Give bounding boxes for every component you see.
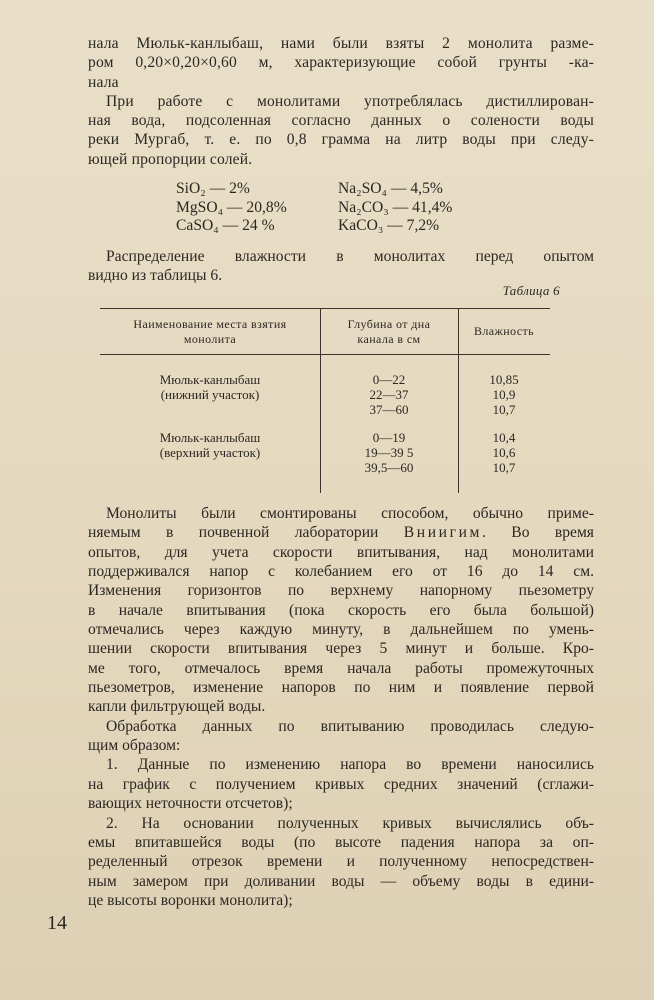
moisture-cell (458, 430, 550, 475)
header-depth (320, 317, 458, 347)
header-place (100, 317, 320, 347)
intro-paragraph (88, 34, 594, 169)
text-line: 2. На основании полученных кривых вычислялись объ- (106, 814, 594, 832)
text-line: При работе с монолитами употреблялась дистиллирован- (106, 92, 594, 110)
place-text: (верхний участок) (159, 445, 261, 460)
text-line: нала (88, 73, 119, 91)
table-rule (100, 354, 550, 355)
moisture-value: 10,7 (492, 460, 516, 475)
salt-left: CaSO₄ — 24 % (176, 217, 275, 235)
table-caption: Таблица 6 (502, 283, 560, 298)
text-line: в начале впитывания (пока скорость его была большой) (88, 601, 594, 619)
salt-row (176, 217, 476, 236)
methods-paragraph (88, 504, 594, 910)
salt-right: KaCO₃ — 7,2% (338, 217, 440, 235)
text-line: ределенный отрезок времени и полученному непосредствен- (88, 853, 594, 871)
text-line: емы впитавшейся воды (по высоте падения напора за оп- (88, 833, 594, 851)
depth-cell (320, 372, 458, 417)
depth-value: 39,5—60 (364, 460, 414, 475)
text-line: ющей пропорции солей. (88, 150, 253, 168)
text-line: видно из таблицы 6. (88, 267, 223, 285)
text-line: ным замером при доливании воды — объему воды в едини- (88, 872, 594, 890)
place-text: Мюльк-канлыбаш (159, 372, 261, 387)
text-line: шении скорости впитывания через 5 минут и больше. Кро- (88, 640, 594, 658)
depth-value: 19—39 5 (364, 445, 414, 460)
text-line: ме того, отмечалось время начала работы промежуточных (88, 659, 594, 677)
text-line: на график с получением кривых средних значений (сглажи- (88, 775, 594, 793)
header-text: Глубина от дна (347, 317, 431, 331)
text-line: Распределение влажности в монолитах перед опытом (106, 248, 594, 265)
moisture-value: 10,4 (492, 430, 516, 445)
text-line: це высоты воронки монолита); (88, 891, 293, 909)
salt-right: Na₂CO₃ — 41,4% (338, 198, 453, 216)
depth-cell (320, 430, 458, 475)
header-moisture: Влажность (474, 324, 534, 338)
text-line: опытов, для учета скорости впитывания, над монолитами (88, 543, 594, 561)
salt-proportions (176, 180, 476, 236)
text-line: ром 0,20×0,20×0,60 м, характеризующие собой грунты -ка- (88, 54, 594, 72)
text-line: Монолиты были смонтированы способом, обычно приме- (106, 505, 594, 522)
place-cell (118, 430, 302, 460)
header-text: канала в см (357, 332, 421, 346)
depth-value: 0—22 (372, 372, 406, 387)
page-number: 14 (47, 912, 67, 934)
text-line: Изменения горизонтов по верхнему напорному пьезометру (88, 582, 594, 600)
table-rule (100, 308, 550, 309)
text-fragment: няемым в почвенной лаборатории (88, 524, 379, 542)
moisture-paragraph (88, 247, 594, 286)
place-cell (118, 372, 302, 402)
moisture-value: 10,7 (492, 402, 516, 417)
text-fragment: . Во время (482, 524, 594, 542)
moisture-value: 10,6 (492, 445, 516, 460)
text-line (88, 523, 594, 542)
salt-row (176, 180, 476, 199)
depth-value: 0—19 (372, 430, 406, 445)
text-line: Обработка данных по впитыванию проводилась следую- (106, 717, 594, 735)
text-line: 1. Данные по изменению напора во времени наносились (106, 756, 594, 774)
place-text: (нижний участок) (160, 387, 260, 402)
text-line: нала Мюльк-канлыбаш, нами были взяты 2 монолита разме- (88, 35, 594, 52)
header-text: монолита (183, 332, 237, 346)
text-line: щим образом: (88, 737, 181, 755)
text-line: ная вода, подсоленная согласно данных о солености воды (88, 112, 594, 130)
moisture-value: 10,85 (489, 372, 519, 387)
header-text: Наименование места взятия (133, 317, 287, 331)
salt-left: MgSO₄ — 20,8% (176, 198, 287, 216)
depth-value: 22—37 (369, 387, 409, 402)
moisture-value: 10,9 (492, 387, 516, 402)
moisture-table (100, 308, 550, 493)
text-line: пьезометров, изменение напоров по ним и появление первой (88, 679, 594, 697)
institute-name: Вниигим (403, 524, 483, 542)
text-line: капли фильтрующей воды. (88, 698, 266, 716)
salt-left: SiO₂ — 2% (176, 180, 250, 197)
text-line: реки Мургаб, т. е. по 0,8 грамма на литр воды при следу- (88, 131, 594, 149)
salt-row (176, 199, 476, 218)
text-line: поддерживался напор с колебанием его от 16 до 14 см. (88, 563, 594, 581)
salt-right: Na₂SO₄ — 4,5% (338, 180, 443, 197)
place-text: Мюльк-канлыбаш (159, 430, 261, 445)
text-line: вающих неточности отсчетов); (88, 795, 293, 813)
text-line: отмечались через каждую минуту, в дальнейшем по умень- (88, 621, 594, 639)
depth-value: 37—60 (369, 402, 409, 417)
moisture-cell (458, 372, 550, 417)
